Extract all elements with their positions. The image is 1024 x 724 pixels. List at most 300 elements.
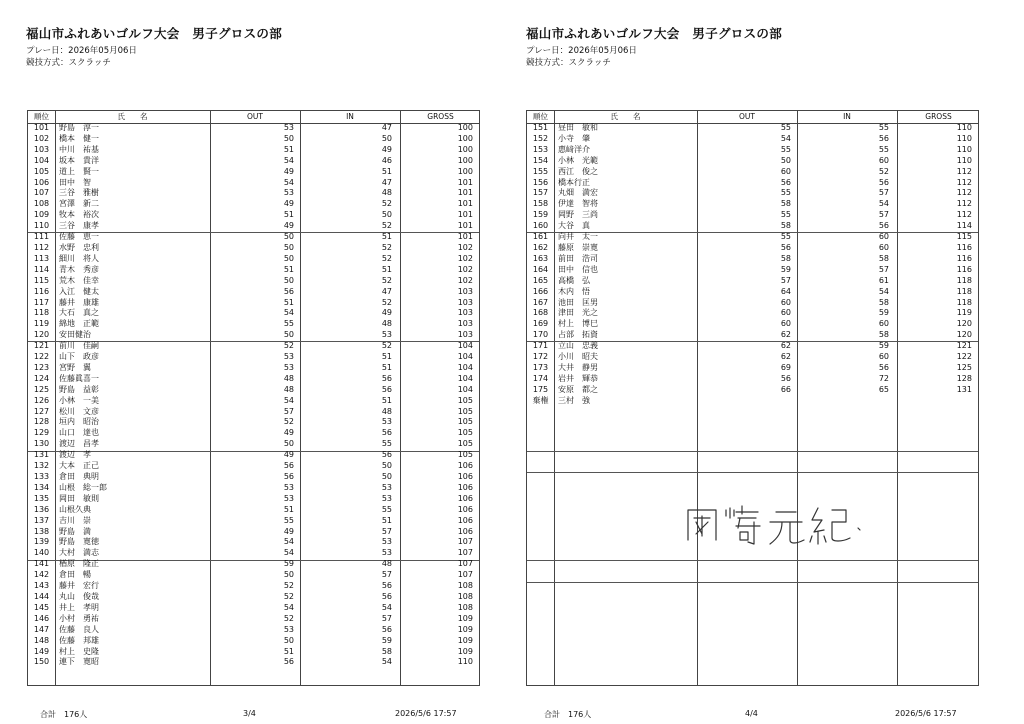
rank-cell: 113 xyxy=(33,253,50,263)
table-row xyxy=(527,363,978,374)
out-cell: 54 xyxy=(283,537,294,547)
in-cell: 56 xyxy=(381,384,392,394)
table-row xyxy=(527,188,978,199)
out-cell: 50 xyxy=(283,439,294,449)
header-rank: 順位 xyxy=(533,112,548,121)
out-cell: 51 xyxy=(283,297,294,307)
in-cell: 48 xyxy=(381,406,392,416)
table-row xyxy=(527,472,978,483)
name-cell: 藤原 崇寛 xyxy=(558,242,598,252)
in-cell: 60 xyxy=(878,352,889,362)
name-cell: 野島 淳一 xyxy=(59,123,99,132)
out-cell: 51 xyxy=(283,144,294,154)
rank-cell: 154 xyxy=(532,155,549,165)
gross-cell: 100 xyxy=(457,144,473,154)
out-cell: 50 xyxy=(283,635,294,645)
out-cell: 52 xyxy=(283,581,294,591)
out-cell: 58 xyxy=(780,253,791,263)
table-row xyxy=(527,243,978,254)
rank-cell: 144 xyxy=(33,591,50,601)
rank-cell: 134 xyxy=(33,482,50,492)
rank-cell: 128 xyxy=(33,417,50,427)
in-cell: 58 xyxy=(381,646,392,656)
table-row xyxy=(28,243,479,254)
name-cell: 村上 博巳 xyxy=(558,319,598,329)
gross-cell: 101 xyxy=(457,221,473,231)
name-cell: 村上 史隆 xyxy=(59,646,99,656)
gross-cell: 105 xyxy=(457,395,473,405)
gross-cell: 110 xyxy=(956,155,972,165)
in-cell: 53 xyxy=(381,493,392,503)
name-cell: 山根久典 xyxy=(59,504,91,514)
gross-cell: 101 xyxy=(457,232,473,242)
name-cell: 三村 強 xyxy=(558,395,590,405)
in-cell: 57 xyxy=(381,526,392,536)
gross-cell: 103 xyxy=(457,297,473,307)
gross-cell: 107 xyxy=(457,559,473,569)
name-cell: 三谷 康孝 xyxy=(59,221,99,231)
in-cell: 59 xyxy=(878,341,889,351)
table-row xyxy=(28,636,479,647)
name-cell: 前川 佳嗣 xyxy=(59,341,99,351)
rank-cell: 棄権 xyxy=(532,395,549,405)
gross-cell: 120 xyxy=(956,330,972,340)
header-out: OUT xyxy=(247,112,263,121)
out-cell: 54 xyxy=(780,133,791,143)
rank-cell: 107 xyxy=(33,188,50,198)
handwritten-signature xyxy=(682,500,872,548)
name-cell: 大井 静男 xyxy=(558,362,598,372)
name-cell: 宮澤 新二 xyxy=(59,199,99,209)
out-cell: 66 xyxy=(780,384,791,394)
gross-cell: 103 xyxy=(457,330,473,340)
page-title: 福山市ふれあいゴルフ大会 男子グロスの部 xyxy=(526,26,783,41)
table-row xyxy=(527,559,978,570)
out-cell: 50 xyxy=(283,232,294,242)
header-rank: 順位 xyxy=(34,112,49,121)
out-cell: 62 xyxy=(780,341,791,351)
gross-cell: 102 xyxy=(457,264,473,274)
name-cell: 大村 満志 xyxy=(59,548,99,558)
table-row xyxy=(527,548,978,559)
in-cell: 58 xyxy=(878,297,889,307)
footer-timestamp: 2026/5/6 17:57 xyxy=(395,709,457,718)
gross-cell: 104 xyxy=(457,373,473,383)
footer-total: 合計 176人 xyxy=(40,710,88,719)
rank-cell: 101 xyxy=(33,123,50,132)
in-cell: 60 xyxy=(878,242,889,252)
gross-cell: 102 xyxy=(457,242,473,252)
gross-cell: 104 xyxy=(457,362,473,372)
table-row xyxy=(28,363,479,374)
table-row xyxy=(28,341,479,352)
table-row xyxy=(28,570,479,581)
table-row xyxy=(527,341,978,352)
name-cell: 佐藤眞喜一 xyxy=(59,373,99,383)
gross-cell: 107 xyxy=(457,548,473,558)
gross-cell: 112 xyxy=(956,188,972,198)
out-cell: 56 xyxy=(283,657,294,667)
rank-cell: 155 xyxy=(532,166,549,176)
gross-cell: 100 xyxy=(457,123,473,132)
gross-cell: 105 xyxy=(457,439,473,449)
in-cell: 47 xyxy=(381,177,392,187)
out-cell: 49 xyxy=(283,526,294,536)
out-cell: 51 xyxy=(283,504,294,514)
table-row xyxy=(28,374,479,385)
name-cell: 中川 祐基 xyxy=(59,144,99,154)
out-cell: 57 xyxy=(780,275,791,285)
table-row xyxy=(527,483,978,494)
gross-cell: 112 xyxy=(956,177,972,187)
header-name: 氏 名 xyxy=(117,112,148,121)
competition-format: 競技方式：スクラッチ xyxy=(526,58,611,68)
out-cell: 56 xyxy=(283,461,294,471)
rank-cell: 115 xyxy=(33,275,50,285)
gross-cell: 125 xyxy=(956,362,972,372)
rank-cell: 121 xyxy=(33,341,50,351)
table-row xyxy=(527,123,978,134)
out-cell: 50 xyxy=(283,570,294,580)
out-cell: 49 xyxy=(283,450,294,460)
out-cell: 53 xyxy=(283,352,294,362)
out-cell: 55 xyxy=(283,515,294,525)
table-row xyxy=(527,603,978,614)
gross-cell: 106 xyxy=(457,526,473,536)
table-row xyxy=(527,210,978,221)
gross-cell: 109 xyxy=(457,624,473,634)
table-row xyxy=(28,494,479,505)
in-cell: 60 xyxy=(878,319,889,329)
name-cell: 佐藤 良人 xyxy=(59,624,99,634)
in-cell: 52 xyxy=(381,253,392,263)
in-cell: 60 xyxy=(878,155,889,165)
gross-cell: 106 xyxy=(457,493,473,503)
gross-cell: 102 xyxy=(457,253,473,263)
in-cell: 46 xyxy=(381,155,392,165)
in-cell: 51 xyxy=(381,395,392,405)
page-title: 福山市ふれあいゴルフ大会 男子グロスの部 xyxy=(26,26,283,41)
name-cell: 高橋 弘 xyxy=(558,275,590,285)
rank-cell: 157 xyxy=(532,188,549,198)
in-cell: 54 xyxy=(878,199,889,209)
table-row xyxy=(28,123,479,134)
table-row xyxy=(28,330,479,341)
play-date: プレー日：2026年05月06日 xyxy=(526,46,637,56)
name-cell: 松川 文彦 xyxy=(59,406,99,416)
rank-cell: 140 xyxy=(33,548,50,558)
rank-cell: 106 xyxy=(33,177,50,187)
rank-cell: 116 xyxy=(33,286,50,296)
in-cell: 72 xyxy=(878,373,889,383)
rank-cell: 145 xyxy=(33,602,50,612)
rank-cell: 102 xyxy=(33,133,50,143)
name-cell: 渡辺 孝 xyxy=(59,450,91,460)
gross-cell: 109 xyxy=(457,646,473,656)
rank-cell: 141 xyxy=(33,559,50,569)
gross-cell: 100 xyxy=(457,133,473,143)
table-row xyxy=(28,527,479,538)
header-gross: GROSS xyxy=(427,112,454,121)
in-cell: 53 xyxy=(381,330,392,340)
in-cell: 52 xyxy=(381,297,392,307)
name-cell: 宮野 翼 xyxy=(59,362,91,372)
table-row xyxy=(527,461,978,472)
name-cell: 野島 満 xyxy=(59,526,91,536)
out-cell: 50 xyxy=(283,275,294,285)
gross-cell: 120 xyxy=(956,319,972,329)
in-cell: 50 xyxy=(381,472,392,481)
rank-cell: 126 xyxy=(33,395,50,405)
gross-cell: 101 xyxy=(457,199,473,209)
table-body xyxy=(28,123,479,668)
rank-cell: 152 xyxy=(532,133,549,143)
name-cell: 大本 正己 xyxy=(59,461,99,471)
rank-cell: 156 xyxy=(532,177,549,187)
table-row xyxy=(527,417,978,428)
out-cell: 48 xyxy=(283,373,294,383)
gross-cell: 108 xyxy=(457,602,473,612)
out-cell: 55 xyxy=(283,319,294,329)
out-cell: 57 xyxy=(283,406,294,416)
rank-cell: 136 xyxy=(33,504,50,514)
in-cell: 54 xyxy=(381,657,392,667)
name-cell: 向井 太一 xyxy=(558,232,598,242)
table-row xyxy=(527,396,978,407)
rank-cell: 172 xyxy=(532,352,549,362)
rank-cell: 159 xyxy=(532,210,549,220)
in-cell: 49 xyxy=(381,144,392,154)
rank-cell: 163 xyxy=(532,253,549,263)
results-page-right xyxy=(512,0,1024,724)
gross-cell: 131 xyxy=(956,384,972,394)
in-cell: 57 xyxy=(878,264,889,274)
rank-cell: 131 xyxy=(33,450,50,460)
rank-cell: 161 xyxy=(532,232,549,242)
table-row xyxy=(28,407,479,418)
in-cell: 65 xyxy=(878,384,889,394)
out-cell: 58 xyxy=(780,199,791,209)
in-cell: 57 xyxy=(381,570,392,580)
results-table xyxy=(526,110,979,686)
gross-cell: 106 xyxy=(457,515,473,525)
table-row xyxy=(527,319,978,330)
gross-cell: 103 xyxy=(457,286,473,296)
table-row xyxy=(527,592,978,603)
name-cell: 綿地 正範 xyxy=(59,319,99,329)
out-cell: 53 xyxy=(283,123,294,132)
table-row xyxy=(28,592,479,603)
out-cell: 55 xyxy=(780,144,791,154)
gross-cell: 110 xyxy=(457,657,473,667)
name-cell: 丸山 俊哉 xyxy=(59,591,99,601)
out-cell: 51 xyxy=(283,264,294,274)
out-cell: 53 xyxy=(283,188,294,198)
in-cell: 56 xyxy=(878,221,889,231)
name-cell: 連下 寛昭 xyxy=(59,657,99,667)
rank-cell: 160 xyxy=(532,221,549,231)
rank-cell: 127 xyxy=(33,406,50,416)
in-cell: 53 xyxy=(381,548,392,558)
table-row xyxy=(28,647,479,658)
name-cell: 岡田 敏則 xyxy=(59,493,99,503)
name-cell: 小川 昭夫 xyxy=(558,352,598,362)
out-cell: 53 xyxy=(283,624,294,634)
in-cell: 55 xyxy=(381,439,392,449)
rank-cell: 139 xyxy=(33,537,50,547)
table-row xyxy=(28,188,479,199)
in-cell: 55 xyxy=(381,504,392,514)
table-row xyxy=(527,178,978,189)
out-cell: 55 xyxy=(780,232,791,242)
out-cell: 52 xyxy=(283,341,294,351)
in-cell: 56 xyxy=(878,133,889,143)
out-cell: 54 xyxy=(283,395,294,405)
rank-cell: 164 xyxy=(532,264,549,274)
gross-cell: 108 xyxy=(457,591,473,601)
table-row xyxy=(28,439,479,450)
rank-cell: 151 xyxy=(532,123,549,132)
out-cell: 54 xyxy=(283,177,294,187)
out-cell: 69 xyxy=(780,362,791,372)
gross-cell: 110 xyxy=(956,133,972,143)
table-row xyxy=(28,276,479,287)
in-cell: 53 xyxy=(381,417,392,427)
rank-cell: 170 xyxy=(532,330,549,340)
in-cell: 56 xyxy=(878,177,889,187)
table-row xyxy=(527,287,978,298)
out-cell: 60 xyxy=(780,308,791,318)
rank-cell: 120 xyxy=(33,330,50,340)
name-cell: 佐藤 恵一 xyxy=(59,232,99,242)
gross-cell: 101 xyxy=(457,177,473,187)
gross-cell: 118 xyxy=(956,275,972,285)
name-cell: 大谷 真 xyxy=(558,221,590,231)
name-cell: 岡野 三尚 xyxy=(558,210,598,220)
in-cell: 59 xyxy=(381,635,392,645)
table-row xyxy=(28,559,479,570)
in-cell: 56 xyxy=(381,373,392,383)
rank-cell: 142 xyxy=(33,570,50,580)
table-row xyxy=(28,134,479,145)
out-cell: 56 xyxy=(780,177,791,187)
table-row xyxy=(527,276,978,287)
gross-cell: 104 xyxy=(457,384,473,394)
in-cell: 56 xyxy=(381,581,392,591)
competition-format: 競技方式：スクラッチ xyxy=(26,58,111,68)
name-cell: 渡辺 昌孝 xyxy=(59,439,99,449)
in-cell: 48 xyxy=(381,319,392,329)
in-cell: 56 xyxy=(381,624,392,634)
out-cell: 50 xyxy=(283,253,294,263)
out-cell: 49 xyxy=(283,428,294,438)
header-in: IN xyxy=(843,112,851,121)
in-cell: 56 xyxy=(878,362,889,372)
table-row xyxy=(527,374,978,385)
gross-cell: 118 xyxy=(956,286,972,296)
table-row xyxy=(527,636,978,647)
table-row xyxy=(527,570,978,581)
table-row xyxy=(527,134,978,145)
rank-cell: 109 xyxy=(33,210,50,220)
in-cell: 61 xyxy=(878,275,889,285)
name-cell: 藤井 宏行 xyxy=(59,581,99,591)
out-cell: 51 xyxy=(283,646,294,656)
header-name: 氏 名 xyxy=(610,112,641,121)
in-cell: 50 xyxy=(381,210,392,220)
out-cell: 56 xyxy=(780,242,791,252)
name-cell: 道上 賢一 xyxy=(59,166,99,176)
table-row xyxy=(527,167,978,178)
table-row xyxy=(28,417,479,428)
name-cell: 水野 忠利 xyxy=(59,242,99,252)
rank-cell: 165 xyxy=(532,275,549,285)
in-cell: 48 xyxy=(381,188,392,198)
out-cell: 49 xyxy=(283,221,294,231)
out-cell: 55 xyxy=(780,210,791,220)
gross-cell: 114 xyxy=(956,221,972,231)
in-cell: 52 xyxy=(381,221,392,231)
footer-page-number: 3/4 xyxy=(243,709,256,718)
name-cell: 佐藤 邦雄 xyxy=(59,635,99,645)
name-cell: 橋本 健一 xyxy=(59,133,99,143)
rank-cell: 103 xyxy=(33,144,50,154)
name-cell: 牧本 裕次 xyxy=(59,210,99,220)
gross-cell: 107 xyxy=(457,570,473,580)
rank-cell: 112 xyxy=(33,242,50,252)
table-row xyxy=(28,516,479,527)
gross-cell: 106 xyxy=(457,482,473,492)
rank-cell: 175 xyxy=(532,384,549,394)
table-row xyxy=(28,319,479,330)
name-cell: 青木 秀彦 xyxy=(59,264,99,274)
gross-cell: 101 xyxy=(457,210,473,220)
in-cell: 52 xyxy=(381,341,392,351)
name-cell: 小村 勇祐 xyxy=(59,613,99,623)
table-row xyxy=(527,428,978,439)
table-row xyxy=(527,581,978,592)
table-row xyxy=(28,472,479,483)
rank-cell: 117 xyxy=(33,297,50,307)
table-row xyxy=(527,330,978,341)
in-cell: 50 xyxy=(381,461,392,471)
out-cell: 51 xyxy=(283,210,294,220)
name-cell: 津田 光之 xyxy=(558,308,598,318)
name-cell: 田中 智 xyxy=(59,177,91,187)
table-row xyxy=(28,396,479,407)
footer-page-number: 4/4 xyxy=(745,709,758,718)
rank-cell: 124 xyxy=(33,373,50,383)
in-cell: 50 xyxy=(381,133,392,143)
table-row xyxy=(28,625,479,636)
in-cell: 49 xyxy=(381,308,392,318)
in-cell: 55 xyxy=(878,123,889,132)
table-row xyxy=(28,505,479,516)
in-cell: 51 xyxy=(381,264,392,274)
in-cell: 60 xyxy=(878,232,889,242)
rank-cell: 153 xyxy=(532,144,549,154)
rank-cell: 173 xyxy=(532,362,549,372)
table-row xyxy=(28,265,479,276)
out-cell: 55 xyxy=(780,123,791,132)
table-row xyxy=(28,156,479,167)
out-cell: 53 xyxy=(283,493,294,503)
out-cell: 49 xyxy=(283,199,294,209)
out-cell: 54 xyxy=(283,155,294,165)
table-row xyxy=(28,287,479,298)
gross-cell: 110 xyxy=(956,123,972,132)
rank-cell: 147 xyxy=(33,624,50,634)
